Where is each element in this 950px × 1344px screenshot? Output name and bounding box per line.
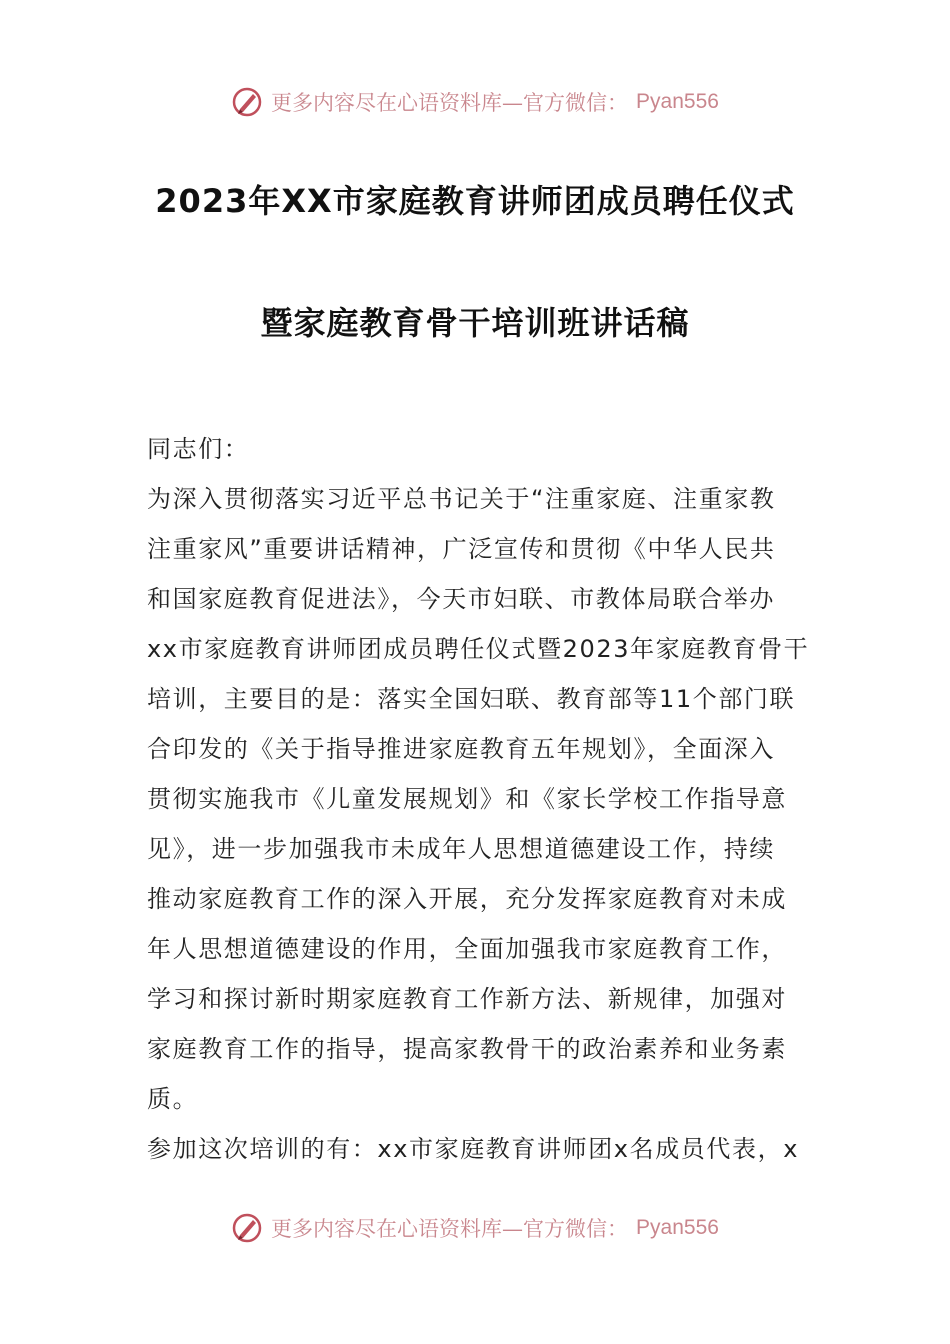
body-line: 同志们：	[147, 435, 250, 463]
body-line: 推动家庭教育工作的深入开展，充分发挥家庭教育对未成	[147, 885, 787, 913]
footer-watermark	[0, 1212, 950, 1244]
body-line: 质。	[147, 1085, 199, 1113]
document-title-line-1: 2023年XX市家庭教育讲师团成员聘任仪式	[155, 182, 795, 220]
pen-logo-icon	[231, 86, 263, 118]
body-line: 年人思想道德建设的作用，全面加强我市家庭教育工作，	[147, 935, 787, 963]
speech-body	[147, 424, 810, 1174]
body-line: 参加这次培训的有：xx市家庭教育讲师团x名成员代表，x	[147, 1135, 800, 1163]
body-line: 和国家庭教育促进法》，今天市妇联、市教体局联合举办	[147, 585, 775, 613]
watermark-text: 更多内容尽在心语资料库—官方微信：	[271, 1217, 629, 1241]
body-line: 为深入贯彻落实习近平总书记关于“注重家庭、注重家教	[147, 485, 776, 513]
body-line: 合印发的《关于指导推进家庭教育五年规划》，全面深入	[147, 735, 775, 763]
body-line: xx市家庭教育讲师团成员聘任仪式暨2023年家庭教育骨干	[147, 635, 810, 663]
header-watermark	[0, 86, 950, 118]
body-line: 培训，主要目的是：落实全国妇联、教育部等11个部门联	[147, 685, 796, 713]
document-title-line-2: 暨家庭教育骨干培训班讲话稿	[260, 304, 690, 342]
body-line: 见》，进一步加强我市未成年人思想道德建设工作，持续	[147, 835, 775, 863]
body-line: 学习和探讨新时期家庭教育工作新方法、新规律，加强对	[147, 985, 787, 1013]
watermark-handle: Pyan556	[636, 1216, 719, 1239]
watermark-text: 更多内容尽在心语资料库—官方微信：	[271, 91, 629, 115]
body-line: 贯彻实施我市《儿童发展规划》和《家长学校工作指导意	[147, 785, 787, 813]
watermark-handle: Pyan556	[636, 90, 719, 113]
body-line: 注重家风”重要讲话精神，广泛宣传和贯彻《中华人民共	[147, 535, 776, 563]
pen-logo-icon	[231, 1212, 263, 1244]
body-line: 家庭教育工作的指导，提高家教骨干的政治素养和业务素	[147, 1035, 787, 1063]
